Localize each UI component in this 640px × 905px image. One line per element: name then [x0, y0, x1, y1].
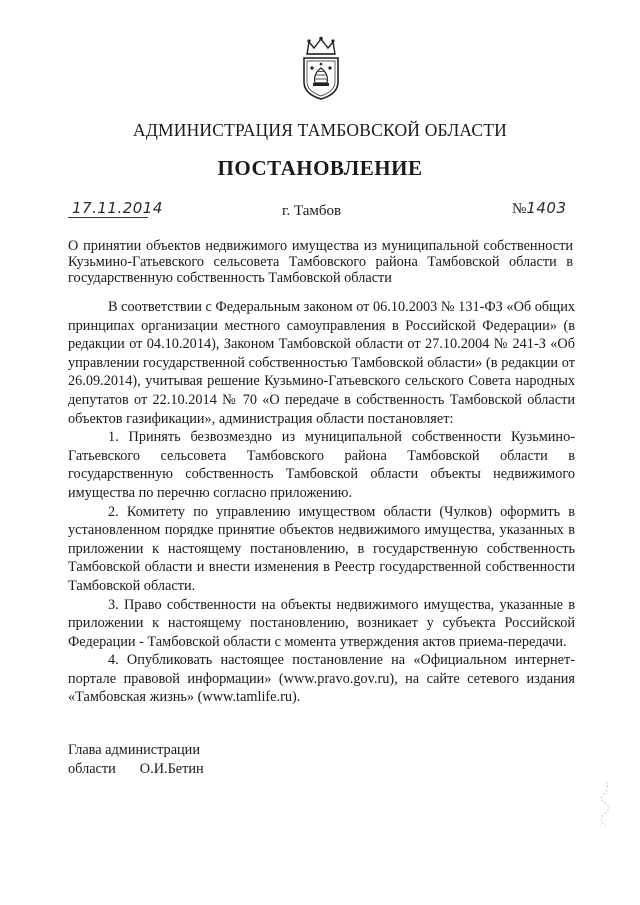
body-paragraph-preamble: В соответствии с Федеральным законом от 06.10.2003 № 131-ФЗ «Об общих принципах организации местного самоуправления в Российской Федерации» (в редакции от 04.10.2014), Законом Тамбовской области от 27.10.2004 № 241-З «Об управлении государственной собственностью Тамбовской области» (в редакции от 26.09.2014), учитывая решение Кузьмино-Гатьевского сельского Совета народных депутатов от 22.10.2014 № 70 «О передаче в собственность Тамбовской области объектов газификации», администрация области постановляет:: [68, 299, 575, 427]
body-paragraph-3: 3. Право собственности на объекты недвижимого имущества, указанные в приложении к настоящему постановлению, возникает у субъекта Российской Федерации - Тамбовской области с момента утверждения актов приема-передачи.: [68, 596, 575, 650]
signature-block: [68, 741, 204, 778]
date-underline: [68, 217, 148, 218]
document-type: ПОСТАНОВЛЕНИЕ: [217, 156, 423, 180]
signer-position-line2: области: [68, 760, 116, 777]
document-number: 1403: [526, 199, 567, 217]
organization-name: АДМИНИСТРАЦИЯ ТАМБОВСКОЙ ОБЛАСТИ: [133, 120, 507, 140]
coat-of-arms-icon: [298, 36, 344, 102]
signer-position-line2-row: [68, 760, 204, 779]
document-title: О принятии объектов недвижимого имущества из муниципальной собственности Кузьмино-Гатьевского сельсовета Тамбовского района Тамбовской области в государственную собственность Тамбовской области: [68, 238, 573, 286]
faint-pencil-mark: [592, 780, 616, 830]
signer-position-line1: Глава администрации: [68, 742, 200, 758]
document-number-block: [512, 199, 567, 218]
body-paragraph-1: 1. Принять безвозмездно из муниципальной собственности Кузьмино-Гатьевского сельсовета Тамбовского района Тамбовской области в государственную собственность Тамбовской области объекты недвижимого имущества по перечню согласно приложению.: [68, 429, 575, 501]
body-paragraph-2: 2. Комитету по управлению имуществом области (Чулков) оформить в установленном порядке принятие объектов недвижимого имущества, указанных в приложении к настоящему постановлению, в государственную собственность Тамбовской области и внести изменения в Реестр государственной собственности Тамбовской области.: [68, 503, 575, 594]
document-body: [68, 298, 575, 707]
signer-name: О.И.Бетин: [139, 760, 204, 777]
body-paragraph-4: 4. Опубликовать настоящее постановление на «Официальном интернет-портале правовой информации» (www.pravo.gov.ru), на сайте сетевого издания «Тамбовская жизнь» (www.tamlife.ru).: [68, 652, 575, 706]
document-city: г. Тамбов: [282, 203, 342, 219]
number-sign: №: [512, 201, 527, 217]
document-date: 17.11.2014: [72, 199, 163, 217]
